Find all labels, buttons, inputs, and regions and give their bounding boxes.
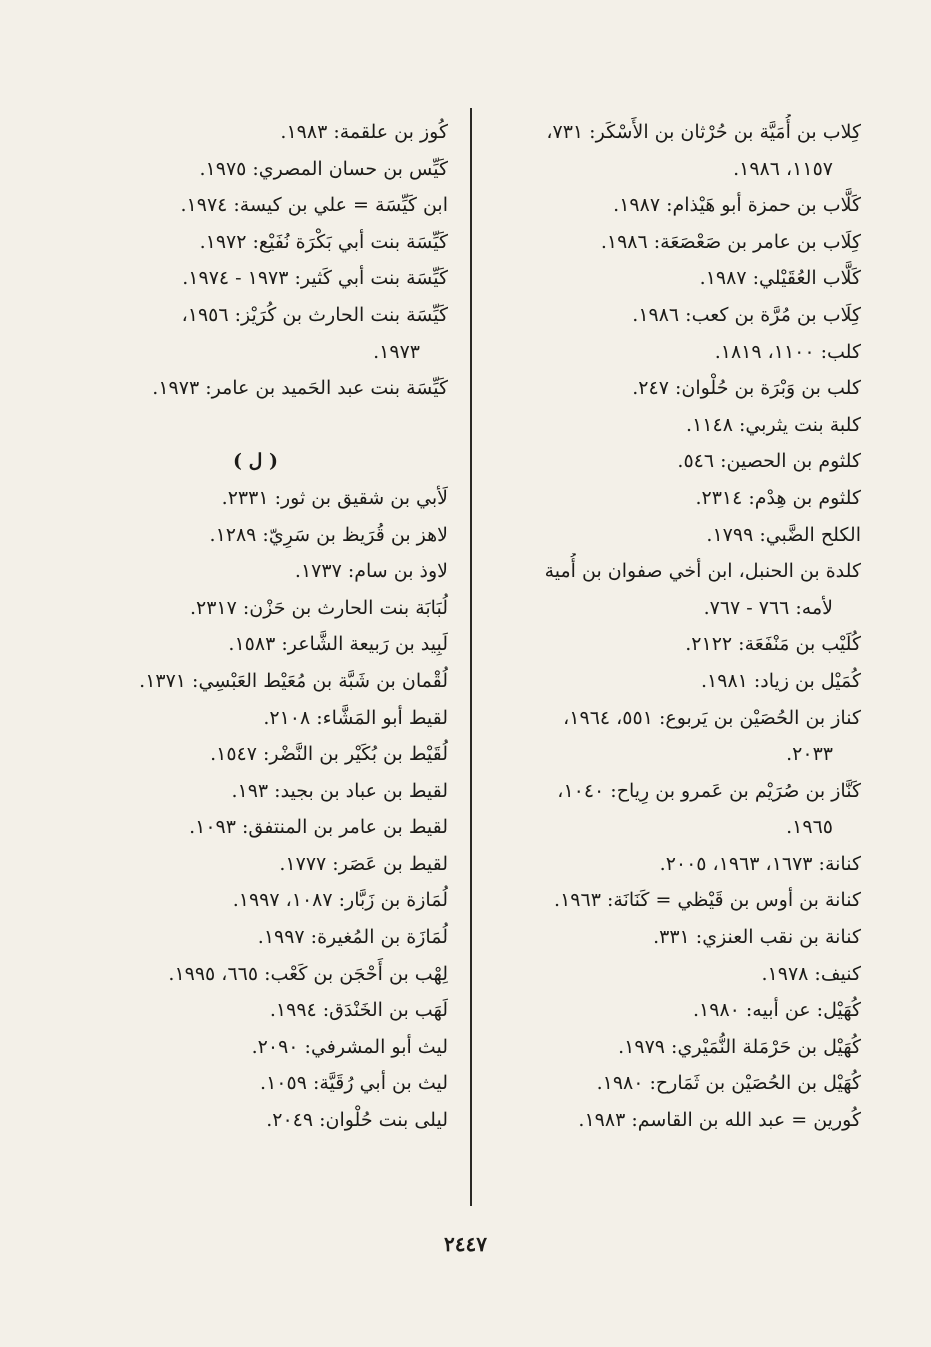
- index-entry: كلثوم بن الحصين: ٥٤٦.: [677, 450, 861, 473]
- index-entry-continuation: ١٩٦٥.: [786, 816, 833, 839]
- index-entry: كِلاب بن أُمَيَّة بن حُرْثان بن الأَسْكَر: ٧٣١،: [546, 121, 861, 143]
- index-entry: كلدة بن الحنبل، ابن أخي صفوان بن أُمية: [544, 560, 861, 583]
- index-entry: كُهَيْل بن حَرْمَلة النُّمَيْري: ١٩٧٩.: [618, 1035, 861, 1058]
- index-entry: كلبة بنت يثربي: ١١٤٨.: [686, 413, 861, 436]
- index-entry: لُبَابَة بنت الحارث بن حَزْن: ٢٣١٧.: [189, 596, 448, 619]
- section-heading-lam: ( ل ): [232, 450, 278, 473]
- index-entry: كُوز بن علقمة: ١٩٨٣.: [280, 121, 448, 143]
- index-entry: كَلَّاب العُقَيْلي: ١٩٨٧.: [699, 267, 861, 290]
- index-entry: كنيف: ١٩٧٨.: [761, 962, 861, 985]
- index-entry: لاوذ بن سام: ١٧٣٧.: [294, 560, 448, 583]
- index-entry: لُقَيْط بن بُكَيْر بن النَّضْر: ١٥٤٧.: [210, 743, 448, 766]
- index-entry: كِلَاب بن عامر بن صَعْصَعَة: ١٩٨٦.: [600, 230, 861, 253]
- index-entry-continuation: ٢٠٣٣.: [786, 743, 833, 766]
- index-entry: لُمَازة بن زَبَّار: ١٠٨٧، ١٩٩٧.: [232, 889, 448, 912]
- index-entry: كنانة بن نقب العنزي: ٣٣١.: [653, 926, 861, 949]
- index-entry-continuation: ١٩٧٣.: [373, 340, 420, 363]
- index-entry: كلثوم بن هِدْم: ٢٣١٤.: [695, 486, 861, 509]
- index-entry: كَيِّسَة بنت عبد الحَميد بن عامر: ١٩٧٣.: [152, 377, 448, 400]
- index-entry: كَيِّسَة بنت أبي كَثير: ١٩٧٣ - ١٩٧٤.: [182, 267, 448, 290]
- index-entry: ليث أبو المشرفي: ٢٠٩٠.: [251, 1035, 448, 1058]
- column-divider: [470, 108, 472, 1206]
- index-entry: ليث بن أبي رُقَيَّة: ١٠٥٩.: [260, 1072, 448, 1095]
- index-entry: كُلَيْب بن مَنْفَعَة: ٢١٢٢.: [685, 633, 861, 656]
- index-entry: كنانة: ١٦٧٣، ١٩٦٣، ٢٠٠٥.: [659, 852, 861, 875]
- section-spacer: [63, 407, 448, 444]
- index-entry: كناز بن الحُصَيْن بن يَربوع: ٥٥١، ١٩٦٤،: [563, 706, 861, 729]
- index-entry: كَيِّسَة بنت أبي بَكْرَة نُفَيْع: ١٩٧٢.: [199, 230, 448, 253]
- index-entry: لقيط بن عَصَر: ١٧٧٧.: [279, 852, 448, 875]
- index-entry: لِهْب بن أَحْجَن بن كَعْب: ٦٦٥، ١٩٩٥.: [168, 962, 448, 985]
- index-entry: ليلى بنت حُلْوان: ٢٠٤٩.: [266, 1109, 448, 1132]
- index-entry: كنانة بن أوس بن قَيْظي = كَنَانَة: ١٩٦٣.: [554, 889, 861, 912]
- index-entry: كُورين = عبد الله بن القاسم: ١٩٨٣.: [578, 1109, 861, 1132]
- index-entry: كُهَيْل: عن أبيه: ١٩٨٠.: [692, 999, 861, 1022]
- right-column: [466, 114, 861, 1139]
- index-entry: لقيط بن عباد بن بجيد: ١٩٣.: [231, 779, 448, 802]
- index-entry: كَنَّاز بن صُرَيْم بن عَمرو بن رِياح: ١٠٤٠،: [557, 779, 861, 802]
- index-entry: كلب بن وَبْرَة بن حُلْوان: ٢٤٧.: [632, 377, 861, 400]
- left-column: [63, 114, 448, 1139]
- index-entry: كَلَّاب بن حمزة أبو هَيْذام: ١٩٨٧.: [613, 194, 861, 217]
- index-entry: كِلَاب بن مُرَّة بن كعب: ١٩٨٦.: [632, 303, 861, 326]
- index-entry: لُقْمان بن شَبَّة بن مُعَيْط العَبْسِي: ١٣٧١.: [139, 669, 448, 692]
- index-entry: كُمَيْل بن زياد: ١٩٨١.: [700, 669, 861, 692]
- index-entry: لاهز بن قُرَيظ بن سَرِيّ: ١٢٨٩.: [209, 523, 448, 546]
- index-entry: لُمَازَة بن المُغيرة: ١٩٩٧.: [257, 926, 448, 949]
- index-entry: ابن كَيِّسَة = علي بن كيسة: ١٩٧٤.: [180, 194, 448, 217]
- page-number: ٢٤٤٧: [444, 1232, 487, 1256]
- index-entry: الكلح الضَّبي: ١٧٩٩.: [706, 523, 861, 546]
- index-entry: كَيِّسَة بنت الحارث بن كُرَيْز: ١٩٥٦،: [181, 303, 448, 326]
- index-entry: كلب: ١١٠٠، ١٨١٩.: [714, 340, 861, 363]
- index-entry-continuation: لأمه: ٧٦٦ - ٧٦٧.: [703, 596, 833, 619]
- index-entry: لَبِيد بن رَبيعة الشَّاعر: ١٥٨٣.: [228, 633, 448, 656]
- index-entry: لَهَب بن الخَنْدَق: ١٩٩٤.: [269, 999, 448, 1022]
- index-entry: لَأبي بن شقيق بن ثور: ٢٣٣١.: [221, 486, 448, 509]
- index-entry: لقيط بن عامر بن المنتفق: ١٠٩٣.: [189, 816, 448, 839]
- index-entry: كَيِّس بن حسان المصري: ١٩٧٥.: [199, 157, 448, 180]
- index-entry-continuation: ١١٥٧، ١٩٨٦.: [733, 157, 833, 180]
- index-entry: كُهَيْل بن الحُصَيْن بن ثَمَارح: ١٩٨٠.: [596, 1072, 861, 1095]
- index-entry: لقيط أبو المَشَّاء: ٢١٠٨.: [263, 706, 448, 729]
